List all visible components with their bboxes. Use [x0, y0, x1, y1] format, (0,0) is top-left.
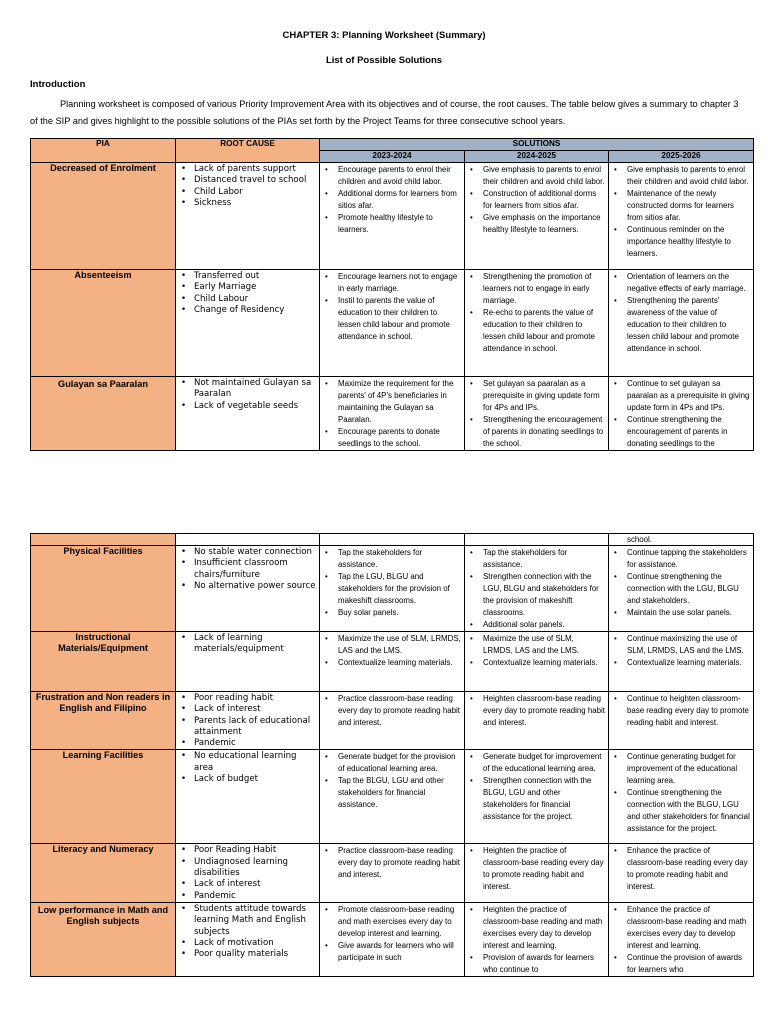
solution-cell	[465, 844, 609, 902]
list-item: • Child Labour	[194, 294, 316, 305]
bullet-list	[609, 632, 753, 669]
solution-cell	[465, 632, 609, 692]
list-item: • Strengthen connection with the LGU, BLGU and stakeholders for the provision of makeshift classrooms.	[483, 571, 605, 619]
list-item: • Lack of interest	[194, 704, 316, 715]
pia-cell: Frustration and Non readers in English and Filipino	[31, 692, 176, 750]
bullet-list	[176, 692, 319, 749]
solution-cell	[465, 163, 609, 270]
document-subtitle: List of Possible Solutions	[325, 55, 443, 66]
root-cause-cell	[176, 692, 320, 750]
solution-cell	[609, 844, 754, 902]
bullet-list	[176, 632, 319, 656]
pia-cell: Decreased of Enrolment	[31, 163, 176, 270]
bullet-list	[320, 163, 464, 236]
list-item: • Strengthening the promotion of learners not to engage in early marriage.	[483, 271, 605, 307]
bullet-list	[320, 270, 464, 343]
list-item: • Maximize the use of SLM, LRMDS, LAS and the LMS.	[483, 633, 605, 657]
bullet-list	[609, 163, 753, 260]
list-item: • Pandemic	[194, 891, 316, 902]
list-item: • Change of Residency	[194, 305, 316, 316]
list-item: • Heighten the practice of classroom-base reading and math exercises every day to develop interest and learning.	[483, 904, 605, 952]
solution-cell	[609, 692, 754, 750]
bullet-list	[320, 903, 464, 964]
bullet-list	[465, 632, 608, 669]
continuation-text: school.	[627, 535, 653, 544]
list-item: • Lack of vegetable seeds	[194, 401, 316, 412]
list-item: • Continue strengthening the connection with the LGU, BLGU and stakeholders.	[627, 571, 750, 607]
list-item: • Orientation of learners on the negative effects of early marriage.	[627, 271, 750, 295]
list-item: • Contextualize learning materials.	[627, 657, 750, 669]
bullet-list	[609, 270, 753, 355]
bullet-list	[465, 750, 608, 823]
list-item: • Set gulayan sa paaralan as a prerequisite in giving update form for 4Ps and IPs.	[483, 378, 605, 414]
list-item: • Lack of budget	[194, 774, 316, 785]
root-cause-cell	[176, 750, 320, 844]
pia-cell: Instructional Materials/Equipment	[31, 632, 176, 692]
list-item: • Insufficient classroom chairs/furniture	[194, 558, 316, 581]
root-cause-cell	[176, 632, 320, 692]
bullet-list	[320, 692, 464, 729]
table-row	[31, 632, 754, 692]
bullet-list	[465, 377, 608, 450]
solution-cell	[609, 270, 754, 377]
list-item: • Promote classroom-base reading and math exercises every day to develop interest and learning.	[338, 904, 461, 940]
list-item: • No educational learning area	[194, 751, 316, 774]
pia-cell: Physical Facilities	[31, 546, 176, 632]
list-item: • Lack of parents support	[194, 164, 316, 175]
table-row	[31, 902, 754, 976]
list-item: • Transferred out	[194, 271, 316, 282]
list-item: • Continue strengthening the connection with the BLGU, LGU and other stakeholders for financial assistance for the project.	[627, 787, 750, 835]
list-item: • Maintain the use solar panels.	[627, 607, 750, 619]
list-item: • Continue to set gulayan sa paaralan as a prerequisite in giving update form in 4Ps and IPs.	[627, 378, 750, 414]
list-item: • Continue tapping the stakeholders for assistance.	[627, 547, 750, 571]
list-item: • Undiagnosed learning disabilities	[194, 857, 316, 880]
list-item: • Sickness	[194, 198, 316, 209]
bullet-list	[176, 546, 319, 592]
solution-cell	[320, 632, 465, 692]
table-row	[31, 844, 754, 902]
list-item: • Enhance the practice of classroom-base reading every day to promote reading habit and interest.	[627, 845, 750, 893]
list-item: • Maximize the use of SLM, LRMDS, LAS and the LMS.	[338, 633, 461, 657]
continuation-row	[31, 534, 754, 546]
list-item: • Strengthening the encouragement of parents in donating seedlings to the school.	[483, 414, 605, 450]
solutions-header: SOLUTIONS	[320, 139, 754, 151]
pia-cell: Low performance in Math and English subjects	[31, 902, 176, 976]
list-item: • Give emphasis to parents to enrol their children and avoid child labor.	[483, 164, 605, 188]
solution-cell	[320, 750, 465, 844]
bullet-list	[609, 903, 753, 976]
list-item: • Lack of motivation	[194, 938, 316, 949]
solution-cell	[465, 377, 609, 451]
list-item: • Generate budget for the provision of educational learning area.	[338, 751, 461, 775]
list-item: • Maximize the requirement for the parents' of 4P's beneficiaries in maintaining the Gulayan sa Paaralan.	[338, 378, 461, 426]
table-row	[31, 750, 754, 844]
solution-cell	[320, 692, 465, 750]
bullet-list	[465, 692, 608, 729]
solution-cell	[609, 377, 754, 451]
list-item: • Pandemic	[194, 738, 316, 749]
root-cause-cell	[176, 377, 320, 451]
year-header: 2024-2025	[465, 151, 609, 163]
bullet-list	[465, 546, 608, 631]
table-row	[31, 377, 754, 451]
list-item: • Lack of interest	[194, 879, 316, 890]
year-header: 2025-2026	[609, 151, 754, 163]
list-item: • Additional solar panels.	[483, 619, 605, 631]
bullet-list	[176, 163, 319, 209]
list-item: • Strengthen connection with the BLGU, LGU and other stakeholders for financial assistance for the project.	[483, 775, 605, 823]
pia-header: PIA	[31, 139, 176, 163]
bullet-list	[465, 270, 608, 355]
list-item: • Practice classroom-base reading every day to promote reading habit and interest.	[338, 693, 461, 729]
table-row	[31, 692, 754, 750]
list-item: • Provision of awards for learners who continue to	[483, 952, 605, 976]
list-item: • Contextualize learning materials.	[483, 657, 605, 669]
list-item: • Additional dorms for learners from sitios afar.	[338, 188, 461, 212]
bullet-list	[176, 844, 319, 901]
list-item: • Construction of additional dorms for learners from sitios afar.	[483, 188, 605, 212]
root-cause-cell	[176, 902, 320, 976]
solution-cell	[320, 902, 465, 976]
list-item: • Poor quality materials	[194, 949, 316, 960]
list-item: • Poor Reading Habit	[194, 845, 316, 856]
solutions-table-page-1	[30, 138, 754, 451]
list-item: • Child Labor	[194, 187, 316, 198]
introduction-paragraph: Planning worksheet is composed of various Priority Improvement Area with its objectives and of course, the root causes. The table below gives a summary to chapter 3 of the SIP and gives highlight to the possible solutions of the PIAs set forth by the Project Teams for three consecutive school years.	[30, 99, 739, 126]
solution-cell	[609, 546, 754, 632]
list-item: • Continue maximizing the use of SLM, LRMDS, LAS and the LMS.	[627, 633, 750, 657]
list-item: • Tap the stakeholders for assistance.	[483, 547, 605, 571]
root-cause-cell	[176, 270, 320, 377]
list-item: • Students attitude towards learning Math and English subjects	[194, 904, 316, 938]
table-row	[31, 163, 754, 270]
solution-cell	[320, 844, 465, 902]
bullet-list	[176, 750, 319, 785]
pia-cell: Absenteeism	[31, 270, 176, 377]
list-item: • Re-echo to parents the value of education to their children to lessen child labour and promote attendance in school.	[483, 307, 605, 355]
list-item: • Continue the provision of awards for learners who	[627, 952, 750, 976]
chapter-title: CHAPTER 3: Planning Worksheet (Summary)	[282, 30, 486, 41]
list-item: • Continue strengthening the encouragement of parents in donating seedlings to the	[627, 414, 750, 450]
pia-cell: Literacy and Numeracy	[31, 844, 176, 902]
list-item: • Early Marriage	[194, 282, 316, 293]
solution-cell	[465, 270, 609, 377]
bullet-list	[320, 750, 464, 811]
list-item: • Instil to parents the value of education to their children to lessen child labour and promote attendance in school.	[338, 295, 461, 343]
list-item: • Not maintained Gulayan sa Paaralan	[194, 378, 316, 401]
list-item: • Continue generating budget for improvement of the educational learning area.	[627, 751, 750, 787]
solution-cell	[320, 270, 465, 377]
solution-cell	[465, 692, 609, 750]
list-item: • Encourage learners not to engage in early marriage.	[338, 271, 461, 295]
list-item: • Parents lack of educational attainment	[194, 716, 316, 739]
list-item: • Practice classroom-base reading every day to promote reading habit and interest.	[338, 845, 461, 881]
list-item: • Encourage parents to enrol their children and avoid child labor.	[338, 164, 461, 188]
list-item: • Strengthening the parents' awareness of the value of education to their children to lessen child labour and promote attendance in school.	[627, 295, 750, 355]
year-header: 2023-2024	[320, 151, 465, 163]
list-item: • No alternative power source	[194, 581, 316, 592]
list-item: • Give awards for learners who will participate in such	[338, 940, 461, 964]
solution-cell	[465, 902, 609, 976]
bullet-list	[465, 903, 608, 976]
solution-cell	[465, 546, 609, 632]
solution-cell	[320, 546, 465, 632]
list-item: • Heighten classroom-base reading every day to promote reading habit and interest.	[483, 693, 605, 729]
list-item: • Lack of learning materials/equipment	[194, 633, 316, 656]
introduction-heading: Introduction	[30, 79, 86, 90]
solution-cell	[320, 163, 465, 270]
solution-cell	[609, 163, 754, 270]
list-item: • Buy solar panels.	[338, 607, 461, 619]
list-item: • Poor reading habit	[194, 693, 316, 704]
list-item: • Tap the LGU, BLGU and stakeholders for the provision of makeshift classrooms.	[338, 571, 461, 607]
pia-cell: Learning Facilities	[31, 750, 176, 844]
bullet-list	[320, 546, 464, 619]
solutions-table-page-2	[30, 533, 754, 977]
list-item: • Enhance the practice of classroom-base reading and math exercises every day to develop interest and learning.	[627, 904, 750, 952]
list-item: • Continue to heighten classroom-base reading every day to promote reading habit and interest.	[627, 693, 750, 729]
solution-cell	[465, 750, 609, 844]
table-row	[31, 270, 754, 377]
bullet-list	[320, 377, 464, 450]
bullet-list	[609, 844, 753, 893]
bullet-list	[320, 632, 464, 669]
list-item: • Heighten the practice of classroom-base reading every day to promote reading habit and interest.	[483, 845, 605, 893]
bullet-list	[176, 903, 319, 960]
bullet-list	[609, 546, 753, 619]
root-cause-cell	[176, 844, 320, 902]
list-item: • Generate budget for improvement of the educational learning area.	[483, 751, 605, 775]
list-item: • Tap the BLGU, LGU and other stakeholders for financial assistance.	[338, 775, 461, 811]
list-item: • Give emphasis to parents to enrol their children and avoid child labor.	[627, 164, 750, 188]
list-item: • Give emphasis on the importance healthy lifestyle to learners.	[483, 212, 605, 236]
bullet-list	[609, 750, 753, 835]
list-item: • Continuous reminder on the importance healthy lifestyle to learners.	[627, 224, 750, 260]
solution-cell	[609, 902, 754, 976]
list-item: • Distanced travel to school	[194, 175, 316, 186]
bullet-list	[609, 377, 753, 450]
root-cause-cell	[176, 546, 320, 632]
solution-cell	[609, 750, 754, 844]
bullet-list	[609, 692, 753, 729]
solution-cell	[609, 632, 754, 692]
list-item: • Tap the stakeholders for assistance.	[338, 547, 461, 571]
bullet-list	[465, 163, 608, 236]
bullet-list	[176, 377, 319, 412]
list-item: • No stable water connection	[194, 547, 316, 558]
bullet-list	[465, 844, 608, 893]
list-item: • Maintenance of the newly constructed dorms for learners from sitios afar.	[627, 188, 750, 224]
bullet-list	[320, 844, 464, 881]
list-item: • Promote healthy lifestyle to learners.	[338, 212, 461, 236]
list-item: • Encourage parents to donate seedlings to the school.	[338, 426, 461, 450]
table-row	[31, 546, 754, 632]
bullet-list	[176, 270, 319, 316]
solution-cell	[320, 377, 465, 451]
pia-cell: Gulayan sa Paaralan	[31, 377, 176, 451]
root-cause-cell	[176, 163, 320, 270]
root-cause-header: ROOT CAUSE	[176, 139, 320, 163]
list-item: • Contextualize learning materials.	[338, 657, 461, 669]
